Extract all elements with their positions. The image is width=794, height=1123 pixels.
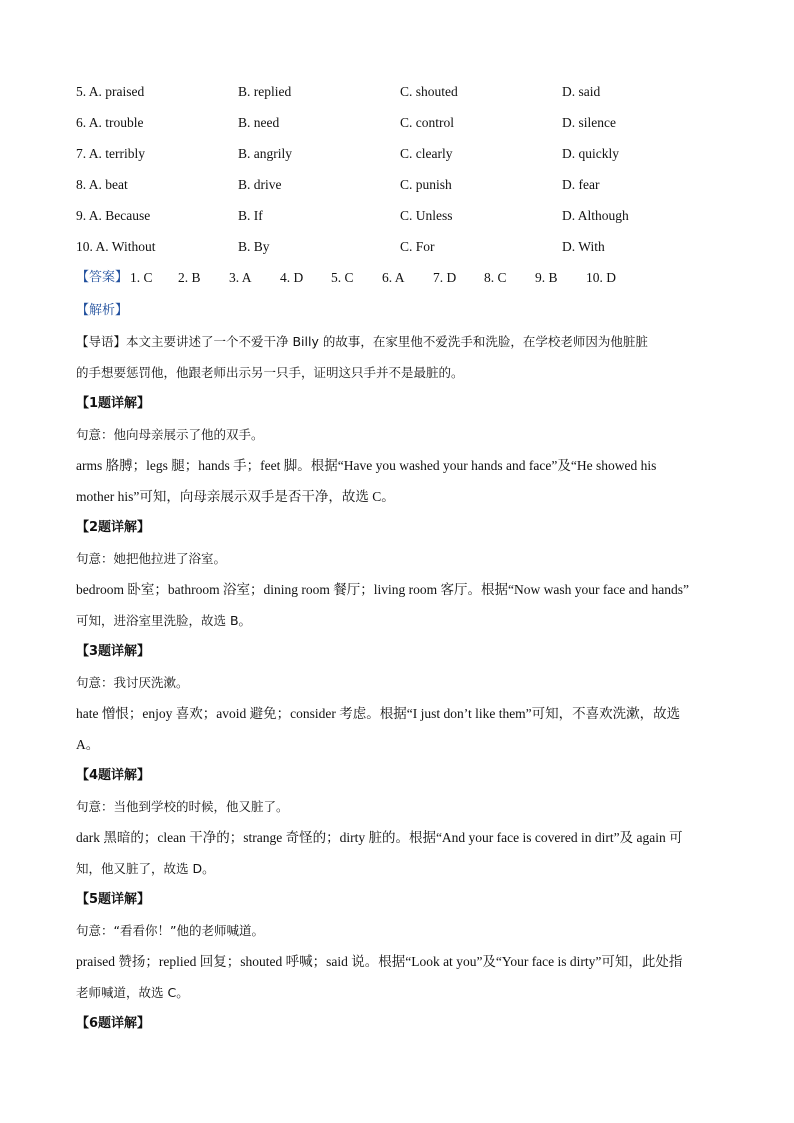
option-d: D. With [562, 239, 605, 254]
option-a: 9. A. Because [76, 208, 151, 223]
option-a: 10. A. Without [76, 239, 156, 254]
intro-line: 【导语】本文主要讲述了一个不爱干净 Billy 的故事，在家里他不爱洗手和洗脸，在学校老师因为他脏脏 [76, 334, 648, 349]
answer-item: 1. C [130, 270, 153, 285]
explanation-line: bedroom 卧室；bathroom 浴室；dining room 餐厅；living room 客厅。根据“Now wash your face and hands” [76, 582, 690, 597]
option-row-7 [76, 140, 736, 171]
option-b: B. need [238, 115, 280, 130]
option-a: 5. A. praised [76, 84, 145, 99]
option-c: C. clearly [400, 146, 453, 161]
answer-item: 6. A [382, 270, 405, 285]
document-page [76, 78, 736, 1039]
answer-item: 8. C [484, 270, 507, 285]
option-d: D. quickly [562, 146, 619, 161]
option-d: D. Although [562, 208, 629, 223]
option-b: B. angrily [238, 146, 292, 161]
option-a: 8. A. beat [76, 177, 128, 192]
options-block [76, 78, 736, 264]
answer-list [130, 264, 637, 295]
section-heading: 【5题详解】 [76, 892, 151, 907]
answer-item: 10. D [586, 270, 617, 285]
option-b: B. drive [238, 177, 282, 192]
explanation-line: 可知，进浴室里洗脸，故选 B。 [76, 613, 252, 628]
option-row-5 [76, 78, 736, 109]
answer-item: 3. A [229, 270, 252, 285]
option-a: 7. A. terribly [76, 146, 145, 161]
option-row-10 [76, 233, 736, 264]
sentence-meaning: 句意：“看看你！”他的老师喊道。 [76, 923, 264, 938]
option-d: D. said [562, 84, 601, 99]
section-heading: 【3题详解】 [76, 644, 151, 659]
option-c: C. For [400, 239, 435, 254]
explanation-line: dark 黑暗的；clean 干净的；strange 奇怪的；dirty 脏的。根据“And your face is covered in dirt”及 again 可 [76, 830, 683, 845]
answer-item: 9. B [535, 270, 558, 285]
section-heading: 【6题详解】 [76, 1016, 151, 1031]
answer-line [76, 264, 736, 295]
explanation-line: 知，他又脏了，故选 D。 [76, 861, 215, 876]
explanation-line: mother his”可知，向母亲展示双手是否干净，故选 C。 [76, 489, 395, 504]
option-c: C. Unless [400, 208, 453, 223]
explanation-line: 老师喊道，故选 C。 [76, 985, 189, 1000]
explanation-line: arms 胳膊；legs 腿；hands 手；feet 脚。根据“Have you washed your hands and face”及“He showed his [76, 458, 657, 473]
option-b: B. If [238, 208, 263, 223]
option-c: C. control [400, 115, 454, 130]
section-heading: 【2题详解】 [76, 520, 151, 535]
answer-item: 2. B [178, 270, 201, 285]
analysis-body [76, 326, 736, 1039]
answer-label: 【答案】 [76, 270, 129, 285]
analysis-label: 【解析】 [76, 303, 129, 318]
option-b: B. By [238, 239, 270, 254]
section-heading: 【1题详解】 [76, 396, 151, 411]
answer-item: 7. D [433, 270, 457, 285]
option-c: C. punish [400, 177, 452, 192]
answer-item: 4. D [280, 270, 304, 285]
option-b: B. replied [238, 84, 292, 99]
option-d: D. silence [562, 115, 616, 130]
option-row-8 [76, 171, 736, 202]
option-row-6 [76, 109, 736, 140]
sentence-meaning: 句意：她把他拉进了浴室。 [76, 551, 227, 566]
option-d: D. fear [562, 177, 600, 192]
section-heading: 【4题详解】 [76, 768, 151, 783]
explanation-line: praised 赞扬；replied 回复；shouted 呼喊；said 说。根据“Look at you”及“Your face is dirty”可知，此处指 [76, 954, 683, 969]
explanation-line: A。 [76, 737, 100, 752]
sentence-meaning: 句意：我讨厌洗漱。 [76, 675, 189, 690]
intro-line: 的手想要惩罚他，他跟老师出示另一只手，证明这只手并不是最脏的。 [76, 365, 464, 380]
option-c: C. shouted [400, 84, 458, 99]
explanation-line: hate 憎恨；enjoy 喜欢；avoid 避免；consider 考虑。根据“I just don’t like them”可知，不喜欢洗漱，故选 [76, 706, 681, 721]
option-row-9 [76, 202, 736, 233]
sentence-meaning: 句意：他向母亲展示了他的双手。 [76, 427, 264, 442]
option-a: 6. A. trouble [76, 115, 144, 130]
answer-item: 5. C [331, 270, 354, 285]
sentence-meaning: 句意：当他到学校的时候，他又脏了。 [76, 799, 289, 814]
